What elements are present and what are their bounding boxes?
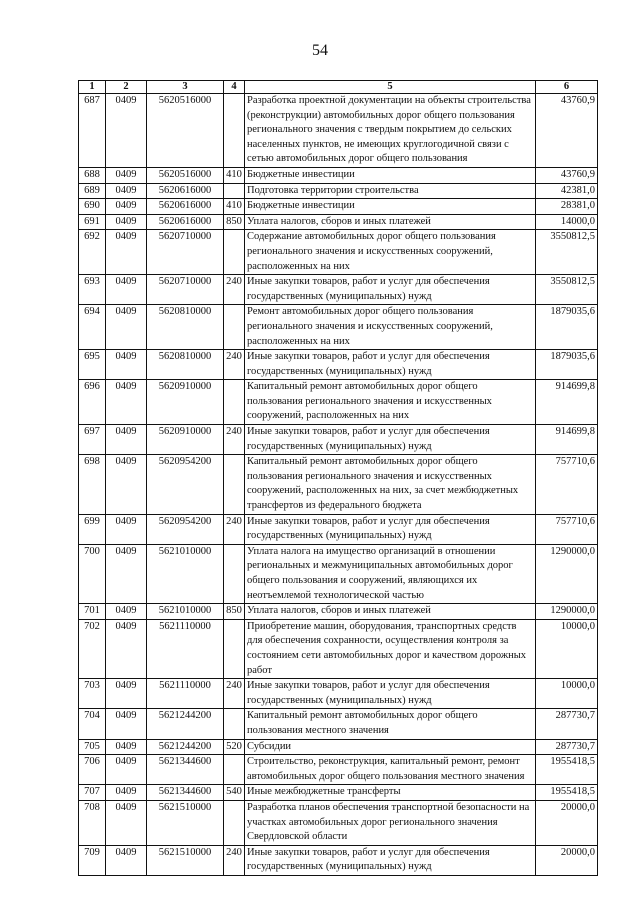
- section-code: 0409: [106, 183, 147, 199]
- expense-type-code: [224, 305, 245, 350]
- section-code: 0409: [106, 425, 147, 455]
- expense-type-code: [224, 183, 245, 199]
- amount: 914699,8: [536, 380, 598, 425]
- table-row: [79, 425, 598, 455]
- row-number: 690: [79, 199, 106, 215]
- amount: 1955418,5: [536, 785, 598, 801]
- expense-type-code: 850: [224, 604, 245, 620]
- table-row: [79, 619, 598, 678]
- page-number: 54: [312, 42, 328, 59]
- row-number: 705: [79, 739, 106, 755]
- budget-table: [78, 80, 598, 876]
- amount: 1955418,5: [536, 755, 598, 785]
- row-number: 695: [79, 350, 106, 380]
- item-name: Капитальный ремонт автомобильных дорог общего пользования местного значения: [245, 709, 536, 739]
- expense-type-code: [224, 800, 245, 845]
- row-number: 708: [79, 800, 106, 845]
- row-number: 688: [79, 167, 106, 183]
- expense-type-code: [224, 619, 245, 678]
- amount: 287730,7: [536, 739, 598, 755]
- target-article-code: 5620616000: [147, 199, 224, 215]
- row-number: 697: [79, 425, 106, 455]
- target-article-code: 5620910000: [147, 380, 224, 425]
- amount: 43760,9: [536, 167, 598, 183]
- table-row: [79, 94, 598, 168]
- row-number: 703: [79, 679, 106, 709]
- target-article-code: 5620516000: [147, 167, 224, 183]
- amount: 3550812,5: [536, 230, 598, 275]
- amount: 43760,9: [536, 94, 598, 168]
- table-row: [79, 604, 598, 620]
- item-name: Строительство, реконструкция, капитальный ремонт, ремонт автомобильных дорог общего пользования местного значения: [245, 755, 536, 785]
- expense-type-code: [224, 544, 245, 603]
- section-code: 0409: [106, 739, 147, 755]
- expense-type-code: [224, 709, 245, 739]
- expense-type-code: 240: [224, 425, 245, 455]
- expense-type-code: 540: [224, 785, 245, 801]
- item-name: Бюджетные инвестиции: [245, 167, 536, 183]
- table-header: [79, 81, 598, 94]
- table-row: [79, 514, 598, 544]
- expense-type-code: 240: [224, 350, 245, 380]
- row-number: 692: [79, 230, 106, 275]
- amount: 1290000,0: [536, 544, 598, 603]
- header-row: [79, 81, 598, 94]
- row-number: 693: [79, 275, 106, 305]
- expense-type-code: 240: [224, 845, 245, 875]
- table-row: [79, 800, 598, 845]
- item-name: Приобретение машин, оборудования, транспортных средств для обеспечения сохранности, осуществления контроля за состоянием сети автомобильных дорог и качеством дорожных работ: [245, 619, 536, 678]
- section-code: 0409: [106, 305, 147, 350]
- table-row: [79, 755, 598, 785]
- amount: 757710,6: [536, 514, 598, 544]
- amount: 42381,0: [536, 183, 598, 199]
- section-code: 0409: [106, 214, 147, 230]
- amount: 28381,0: [536, 199, 598, 215]
- table-row: [79, 544, 598, 603]
- section-code: 0409: [106, 350, 147, 380]
- table-row: [79, 214, 598, 230]
- table-row: [79, 199, 598, 215]
- item-name: Капитальный ремонт автомобильных дорог общего пользования регионального значения и искусственных сооружений, расположенных на них: [245, 380, 536, 425]
- section-code: 0409: [106, 275, 147, 305]
- section-code: 0409: [106, 709, 147, 739]
- header-col-3: 3: [147, 81, 224, 94]
- target-article-code: 5620710000: [147, 230, 224, 275]
- header-col-1: 1: [79, 81, 106, 94]
- row-number: 694: [79, 305, 106, 350]
- table-row: [79, 183, 598, 199]
- expense-type-code: 520: [224, 739, 245, 755]
- expense-type-code: [224, 455, 245, 514]
- item-name: Иные межбюджетные трансферты: [245, 785, 536, 801]
- section-code: 0409: [106, 514, 147, 544]
- section-code: 0409: [106, 755, 147, 785]
- item-name: Капитальный ремонт автомобильных дорог общего пользования регионального значения и искусственных сооружений, расположенных на них, за счет межбюджетных трансфертов из федерального бюджета: [245, 455, 536, 514]
- table-row: [79, 739, 598, 755]
- section-code: 0409: [106, 94, 147, 168]
- target-article-code: 5620810000: [147, 350, 224, 380]
- item-name: Разработка планов обеспечения транспортной безопасности на участках автомобильных дорог регионального значения Свердловской области: [245, 800, 536, 845]
- target-article-code: 5620616000: [147, 214, 224, 230]
- expense-type-code: 240: [224, 514, 245, 544]
- item-name: Иные закупки товаров, работ и услуг для обеспечения государственных (муниципальных) нужд: [245, 425, 536, 455]
- item-name: Уплата налога на имущество организаций в отношении региональных и межмуниципальных автомобильных дорог общего пользования и сооружений, являющихся их неотъемлемой технологической частью: [245, 544, 536, 603]
- expense-type-code: 240: [224, 679, 245, 709]
- expense-type-code: 850: [224, 214, 245, 230]
- item-name: Иные закупки товаров, работ и услуг для обеспечения государственных (муниципальных) нужд: [245, 845, 536, 875]
- section-code: 0409: [106, 604, 147, 620]
- target-article-code: 5620810000: [147, 305, 224, 350]
- item-name: Иные закупки товаров, работ и услуг для обеспечения государственных (муниципальных) нужд: [245, 679, 536, 709]
- amount: 1290000,0: [536, 604, 598, 620]
- amount: 287730,7: [536, 709, 598, 739]
- table-row: [79, 167, 598, 183]
- item-name: Иные закупки товаров, работ и услуг для обеспечения государственных (муниципальных) нужд: [245, 350, 536, 380]
- table-row: [79, 845, 598, 875]
- row-number: 707: [79, 785, 106, 801]
- target-article-code: 5621244200: [147, 709, 224, 739]
- row-number: 702: [79, 619, 106, 678]
- section-code: 0409: [106, 167, 147, 183]
- amount: 20000,0: [536, 800, 598, 845]
- table-row: [79, 709, 598, 739]
- table-row: [79, 455, 598, 514]
- item-name: Уплата налогов, сборов и иных платежей: [245, 604, 536, 620]
- section-code: 0409: [106, 230, 147, 275]
- section-code: 0409: [106, 380, 147, 425]
- item-name: Разработка проектной документации на объекты строительства (реконструкции) автомобильных дорог общего пользования регионального значения с твердым покрытием до сельских населенных пунктов, не имеющих круглогодичной связи с сетью автомобильных дорог общего пользования: [245, 94, 536, 168]
- row-number: 706: [79, 755, 106, 785]
- header-col-2: 2: [106, 81, 147, 94]
- amount: 20000,0: [536, 845, 598, 875]
- section-code: 0409: [106, 199, 147, 215]
- expense-type-code: 410: [224, 199, 245, 215]
- target-article-code: 5621110000: [147, 619, 224, 678]
- target-article-code: 5620516000: [147, 94, 224, 168]
- target-article-code: 5620616000: [147, 183, 224, 199]
- target-article-code: 5620954200: [147, 455, 224, 514]
- expense-type-code: 410: [224, 167, 245, 183]
- row-number: 698: [79, 455, 106, 514]
- section-code: 0409: [106, 455, 147, 514]
- table-row: [79, 230, 598, 275]
- section-code: 0409: [106, 845, 147, 875]
- expense-type-code: [224, 755, 245, 785]
- item-name: Ремонт автомобильных дорог общего пользования регионального значения и искусственных сооружений, расположенных на них: [245, 305, 536, 350]
- target-article-code: 5621010000: [147, 604, 224, 620]
- section-code: 0409: [106, 679, 147, 709]
- amount: 1879035,6: [536, 305, 598, 350]
- row-number: 709: [79, 845, 106, 875]
- section-code: 0409: [106, 785, 147, 801]
- expense-type-code: [224, 380, 245, 425]
- amount: 10000,0: [536, 679, 598, 709]
- table-row: [79, 785, 598, 801]
- target-article-code: 5621010000: [147, 544, 224, 603]
- expense-type-code: [224, 230, 245, 275]
- row-number: 691: [79, 214, 106, 230]
- row-number: 687: [79, 94, 106, 168]
- amount: 3550812,5: [536, 275, 598, 305]
- table-row: [79, 275, 598, 305]
- item-name: Субсидии: [245, 739, 536, 755]
- item-name: Уплата налогов, сборов и иных платежей: [245, 214, 536, 230]
- section-code: 0409: [106, 544, 147, 603]
- table-body: [79, 94, 598, 876]
- item-name: Бюджетные инвестиции: [245, 199, 536, 215]
- row-number: 696: [79, 380, 106, 425]
- amount: 1879035,6: [536, 350, 598, 380]
- row-number: 704: [79, 709, 106, 739]
- table-row: [79, 350, 598, 380]
- item-name: Иные закупки товаров, работ и услуг для обеспечения государственных (муниципальных) нужд: [245, 514, 536, 544]
- target-article-code: 5621510000: [147, 845, 224, 875]
- header-col-4: 4: [224, 81, 245, 94]
- header-col-6: 6: [536, 81, 598, 94]
- row-number: 701: [79, 604, 106, 620]
- amount: 757710,6: [536, 455, 598, 514]
- target-article-code: 5621244200: [147, 739, 224, 755]
- row-number: 699: [79, 514, 106, 544]
- section-code: 0409: [106, 619, 147, 678]
- row-number: 689: [79, 183, 106, 199]
- table-row: [79, 380, 598, 425]
- amount: 914699,8: [536, 425, 598, 455]
- table-row: [79, 305, 598, 350]
- item-name: Содержание автомобильных дорог общего пользования регионального значения и искусственных сооружений, расположенных на них: [245, 230, 536, 275]
- item-name: Иные закупки товаров, работ и услуг для обеспечения государственных (муниципальных) нужд: [245, 275, 536, 305]
- target-article-code: 5620710000: [147, 275, 224, 305]
- amount: 10000,0: [536, 619, 598, 678]
- target-article-code: 5621344600: [147, 785, 224, 801]
- target-article-code: 5621344600: [147, 755, 224, 785]
- target-article-code: 5621510000: [147, 800, 224, 845]
- row-number: 700: [79, 544, 106, 603]
- amount: 14000,0: [536, 214, 598, 230]
- expense-type-code: 240: [224, 275, 245, 305]
- section-code: 0409: [106, 800, 147, 845]
- item-name: Подготовка территории строительства: [245, 183, 536, 199]
- target-article-code: 5621110000: [147, 679, 224, 709]
- header-col-5: 5: [245, 81, 536, 94]
- target-article-code: 5620910000: [147, 425, 224, 455]
- table-row: [79, 679, 598, 709]
- expense-type-code: [224, 94, 245, 168]
- target-article-code: 5620954200: [147, 514, 224, 544]
